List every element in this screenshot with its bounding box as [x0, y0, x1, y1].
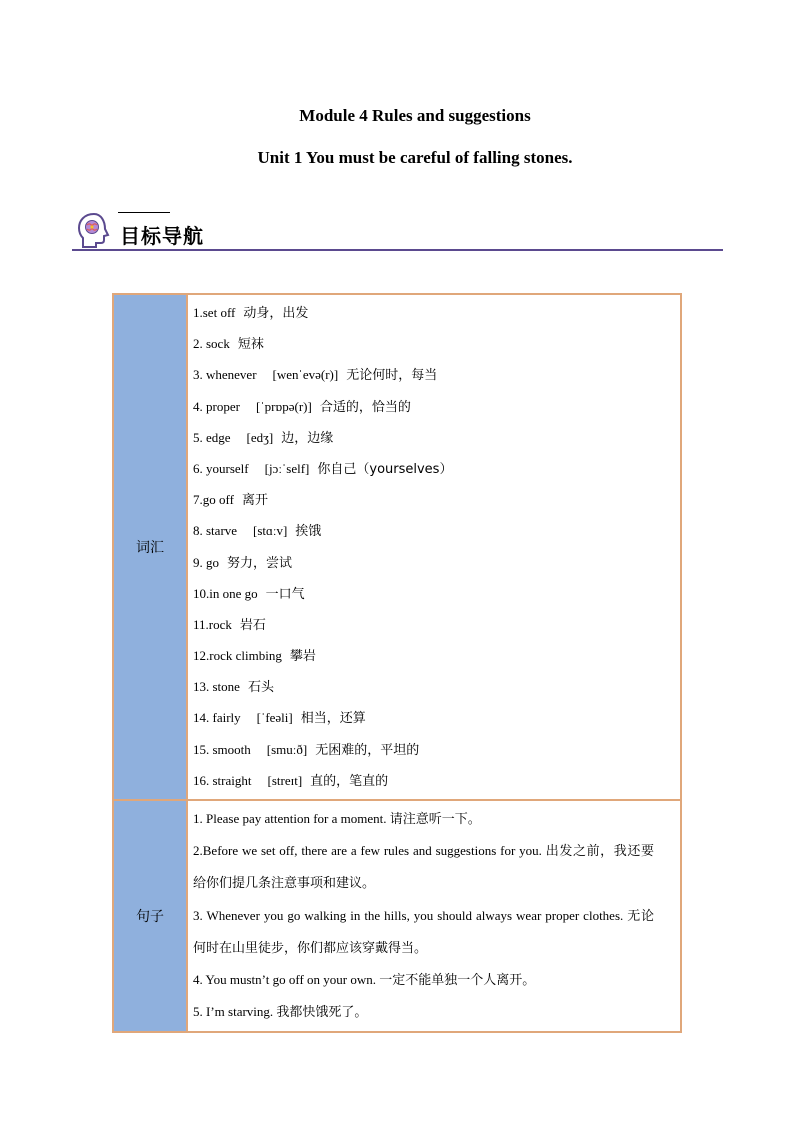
vocab-meaning: 石头: [247, 680, 274, 696]
sentence-item: [193, 803, 654, 835]
vocab-item: [193, 422, 654, 453]
vocab-item: [193, 702, 654, 733]
vocab-phonetic: [streɪt]: [267, 772, 303, 788]
vocab-item: [193, 578, 654, 609]
vocab-phonetic: [smuːð]: [266, 741, 308, 757]
vocab-term: 9. go: [193, 554, 219, 570]
vocab-term: 10.in one go: [193, 585, 258, 601]
sentence-chinese: 出发之前，我还要给你们提几条注意事项和建议。: [193, 844, 654, 892]
header-topline: [118, 212, 170, 213]
vocab-item: [193, 765, 654, 796]
vocab-term: 12.rock climbing: [193, 648, 282, 664]
sentence-list: [187, 800, 681, 1032]
sentence-chinese: 一定不能单独一个人离开。: [379, 973, 536, 989]
vocab-phonetic: [wenˈevə(r)]: [272, 367, 339, 383]
vocab-item: [193, 515, 654, 546]
vocab-item: [193, 484, 654, 515]
vocab-meaning: 挨饿: [295, 524, 322, 540]
vocab-item: [193, 359, 654, 390]
vocab-row: [113, 294, 681, 800]
head-brain-icon: [76, 212, 112, 250]
vocab-term: 11.rock: [193, 616, 232, 632]
sentence-english: 4. You mustn’t go off on your own.: [193, 972, 376, 988]
vocab-item: [193, 609, 654, 640]
vocab-item: [193, 328, 654, 359]
vocab-term: 15. smooth: [193, 741, 251, 757]
sentence-english: 2.Before we set off, there are a few rules and suggestions for you.: [193, 843, 542, 859]
vocab-item: [193, 671, 654, 702]
vocab-meaning: 直的，笔直的: [310, 773, 389, 789]
sentence-category: 句子: [113, 800, 187, 1032]
section-header: [72, 206, 723, 252]
vocab-meaning: 短袜: [237, 337, 264, 353]
vocab-category: 词汇: [113, 294, 187, 800]
vocab-phonetic: [jɔːˈself]: [264, 460, 310, 476]
vocab-term: 13. stone: [193, 679, 240, 695]
vocab-term: 7.go off: [193, 492, 234, 508]
vocab-item: [193, 453, 654, 484]
sentence-item: [193, 996, 654, 1028]
sentence-item: [193, 964, 654, 996]
vocab-item: [193, 640, 654, 671]
sentence-english: 3. Whenever you go walking in the hills, you should always wear proper clothes.: [193, 907, 624, 923]
vocab-term: 4. proper: [193, 398, 240, 414]
vocab-term: 5. edge: [193, 429, 231, 445]
vocab-meaning: 岩石: [239, 617, 266, 633]
vocab-term: 6. yourself: [193, 460, 249, 476]
sentence-chinese: 请注意听一下。: [389, 812, 481, 827]
vocab-meaning: 攀岩: [289, 649, 316, 665]
vocab-item: [193, 391, 654, 422]
sentence-english: 1. Please pay attention for a moment.: [193, 811, 387, 826]
vocab-term: 16. straight: [193, 772, 252, 788]
sentence-item: [193, 900, 654, 964]
module-title: Module 4 Rules and suggestions: [299, 106, 531, 125]
vocab-phonetic: [stɑːv]: [253, 523, 288, 539]
sentence-chinese: 无论何时在山里徒步，你们都应该穿戴得当。: [193, 908, 654, 956]
sentence-english: 5. I’m starving.: [193, 1004, 274, 1020]
vocab-term: 2. sock: [193, 336, 230, 352]
vocab-item: [193, 297, 654, 328]
sentence-row: [113, 800, 681, 1032]
vocab-phonetic: [ˈfeəli]: [256, 710, 293, 726]
unit-title: Unit 1 You must be careful of falling stones.: [257, 148, 573, 167]
vocab-term: 3. whenever: [193, 367, 257, 383]
vocab-meaning: 你自己（yourselves）: [317, 461, 453, 477]
vocab-list: [187, 294, 681, 800]
vocab-meaning: 动身，出发: [243, 306, 309, 321]
vocab-meaning: 无论何时，每当: [346, 368, 438, 384]
vocab-term: 1.set off: [193, 305, 236, 320]
vocab-meaning: 边，边缘: [281, 430, 334, 446]
vocab-meaning: 合适的，恰当的: [319, 399, 411, 415]
vocab-term: 8. starve: [193, 523, 238, 539]
sentence-item: [193, 835, 654, 899]
vocab-meaning: 相当，还算: [300, 711, 366, 727]
sentence-chinese: 我都快饿死了。: [276, 1005, 368, 1021]
vocab-meaning: 努力，尝试: [227, 555, 293, 571]
objectives-table: [112, 293, 682, 1033]
vocab-item: [193, 734, 654, 765]
section-label: 目标导航: [120, 224, 204, 248]
vocab-term: 14. fairly: [193, 710, 241, 726]
header-underline: [72, 249, 723, 251]
vocab-meaning: 无困难的，平坦的: [315, 742, 420, 758]
vocab-phonetic: [edʒ]: [246, 429, 274, 445]
vocab-meaning: 离开: [241, 493, 268, 509]
vocab-meaning: 一口气: [265, 586, 305, 602]
vocab-phonetic: [ˈprɒpə(r)]: [255, 398, 312, 414]
vocab-item: [193, 547, 654, 578]
